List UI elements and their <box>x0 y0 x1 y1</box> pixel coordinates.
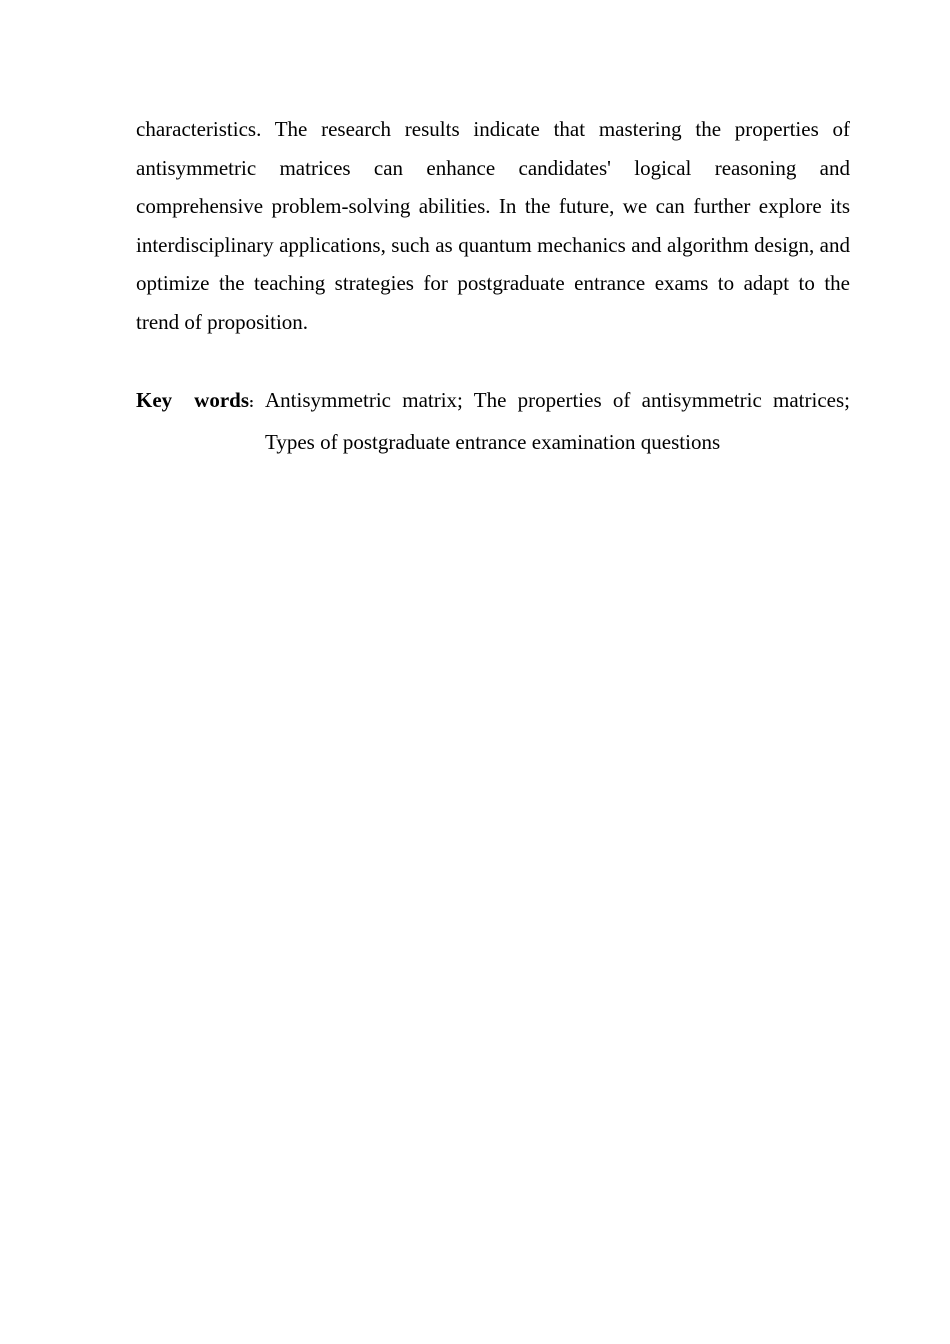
keywords-text: Antisymmetric matrix; The properties of antisymmetric matrices; Types of postgraduate entrance examination questions <box>265 388 850 454</box>
keywords-label: Key words <box>136 388 249 412</box>
keywords-block <box>136 381 850 461</box>
keywords-colon: : <box>249 395 254 411</box>
abstract-paragraph: characteristics. The research results indicate that mastering the properties of antisymmetric matrices can enhance candidates' logical reasoning and comprehensive problem-solving abilities. In the future, we can further explore its interdisciplinary applications, such as quantum mechanics and algorithm design, and optimize the teaching strategies for postgraduate entrance exams to adapt to the trend of proposition. <box>136 117 850 334</box>
